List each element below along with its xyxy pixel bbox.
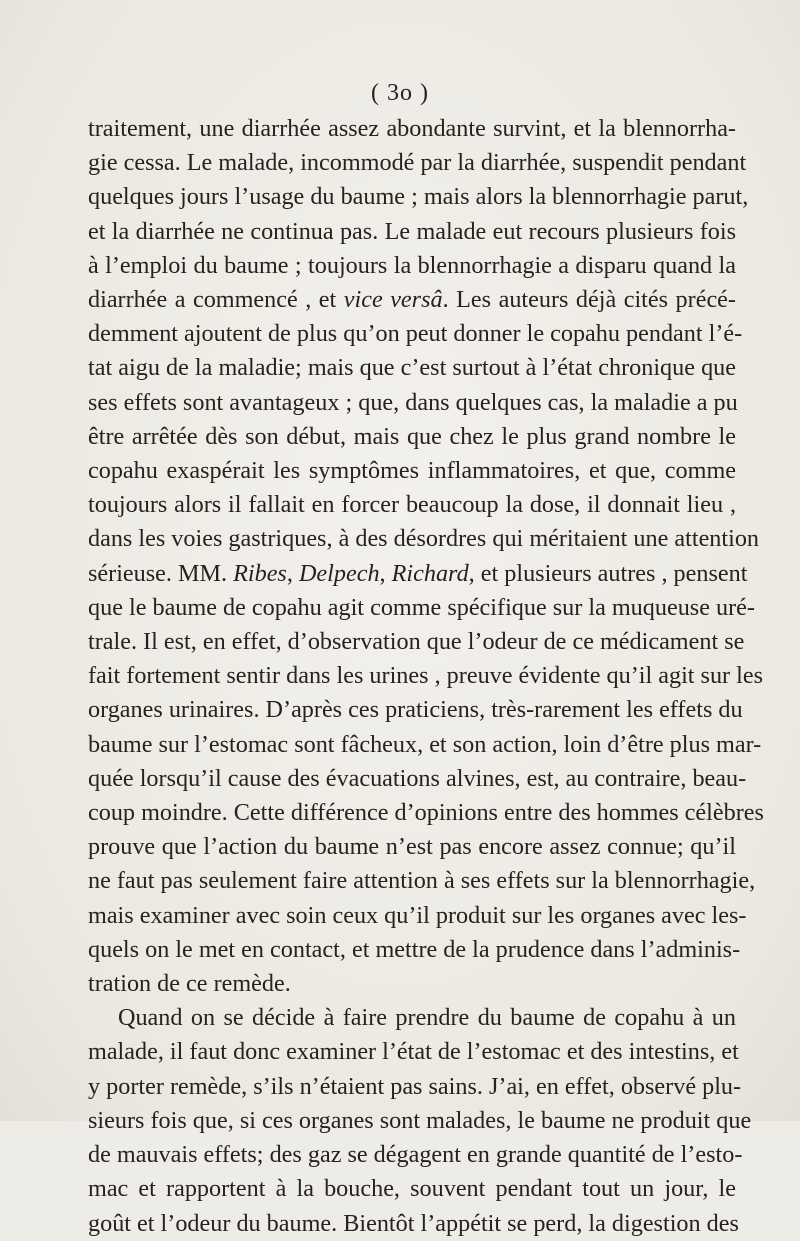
line-segment: toujours alors il fallait en forcer beaucoup la dose, il donnait lieu , [88,491,736,519]
text-line [88,1035,739,1069]
line-segment: y porter remède, s’ils n’étaient pas sains. J’ai, en effet, observé plu- [88,1072,742,1100]
text-line [88,693,743,727]
line-segment: mais examiner avec soin ceux qu’il produit sur les organes avec les- [88,901,747,929]
text-line [88,249,736,283]
text-line [88,899,747,933]
line-segment: , [379,559,392,587]
italic-name: Ribes [233,559,287,587]
text-line [88,796,764,830]
text-line [88,146,747,180]
line-segment: sieurs fois que, si ces organes sont malades, le baume ne produit que [88,1106,752,1134]
text-line [88,864,756,898]
text-line [88,522,760,556]
text-line [88,933,741,967]
text-line [88,420,736,454]
line-segment: fait fortement sentir dans les urines , preuve évidente qu’il agit sur les [88,662,764,690]
line-segment: , et plusieurs autres , pensent [468,559,748,587]
text-line [88,591,755,625]
line-segment: prouve que l’action du baume n’est pas encore assez connue; qu’il [88,833,736,861]
line-segment: malade, il faut donc examiner l’état de l’estomac et des intestins, et [88,1038,739,1066]
line-segment: à l’emploi du baume ; toujours la blennorrhagie a disparu quand la [88,251,736,279]
italic-name: Delpech [298,559,380,587]
line-segment: . Les auteurs déjà cités précé- [442,286,736,314]
line-segment: mac et rapportent à la bouche, souvent pendant tout un jour, le [88,1175,736,1203]
text-line [88,180,749,214]
italic-name: Richard [391,559,469,587]
text-line [88,112,736,146]
body-text [88,112,764,1241]
line-segment: quels on le met en contact, et mettre de la prudence dans l’adminis- [88,935,741,963]
line-segment: sérieuse. MM. [88,559,234,587]
text-line [88,1172,736,1206]
line-segment: ses effets sont avantageux ; que, dans quelques cas, la maladie a pu [88,388,738,416]
text-line [88,830,736,864]
line-segment: de mauvais effets; des gaz se dégagent en grande quantité de l’esto- [88,1141,743,1169]
page-number: ( 3o ) [371,80,429,106]
line-segment: demment ajoutent de plus qu’on peut donner le copahu pendant l’é- [88,320,743,348]
text-line [88,283,736,317]
line-segment: organes urinaires. D’après ces praticiens, très-rarement les effets du [88,696,743,724]
text-line [88,215,736,249]
text-line [88,1070,742,1104]
text-line [88,557,748,591]
italic-name: vice versâ [343,286,443,314]
text-line [88,351,736,385]
line-segment: être arrêtée dès son début, mais que chez le plus grand nombre le [88,422,736,450]
line-segment: que le baume de copahu agit comme spécifique sur la muqueuse uré- [88,593,755,621]
text-line [88,1001,736,1035]
text-line [88,1207,739,1241]
text-line [88,488,736,522]
line-segment: trale. Il est, en effet, d’observation que l’odeur de ce médicament se [88,628,745,656]
line-segment: tat aigu de la maladie; mais que c’est surtout à l’état chronique que [88,354,736,382]
line-segment: quelques jours l’usage du baume ; mais alors la blennorrhagie parut, [88,183,749,211]
line-segment: traitement, une diarrhée assez abondante survint, et la blennorrha- [88,115,736,142]
line-segment: coup moindre. Cette différence d’opinions entre des hommes célèbres [88,799,764,827]
text-line [88,659,764,693]
line-segment: diarrhée a commencé , et [88,286,344,314]
line-segment: Quand on se décide à faire prendre du baume de copahu à un [118,1004,736,1032]
text-line [88,728,762,762]
line-segment: et la diarrhée ne continua pas. Le malade eut recours plusieurs fois [88,217,736,245]
text-line [88,317,743,351]
text-line [88,967,736,1001]
line-segment: copahu exaspérait les symptômes inflammatoires, et que, comme [88,457,736,485]
text-line [88,1138,743,1172]
line-segment: quée lorsqu’il cause des évacuations alvines, est, au contraire, beau- [88,764,747,792]
line-segment: goût et l’odeur du baume. Bientôt l’appétit se perd, la digestion des [88,1209,739,1237]
line-segment: baume sur l’estomac sont fâcheux, et son action, loin d’être plus mar- [88,730,762,758]
text-line [88,386,736,420]
text-line [88,454,736,488]
line-segment: ne faut pas seulement faire attention à ses effets sur la blennorrhagie, [88,867,756,895]
line-segment: gie cessa. Le malade, incommodé par la diarrhée, suspendit pendant [88,149,747,177]
line-segment: dans les voies gastriques, à des désordres qui méritaient une attention [88,525,760,553]
text-line [88,762,747,796]
line-segment: , [286,559,299,587]
text-line [88,625,745,659]
line-segment: tration de ce remède. [88,970,291,998]
